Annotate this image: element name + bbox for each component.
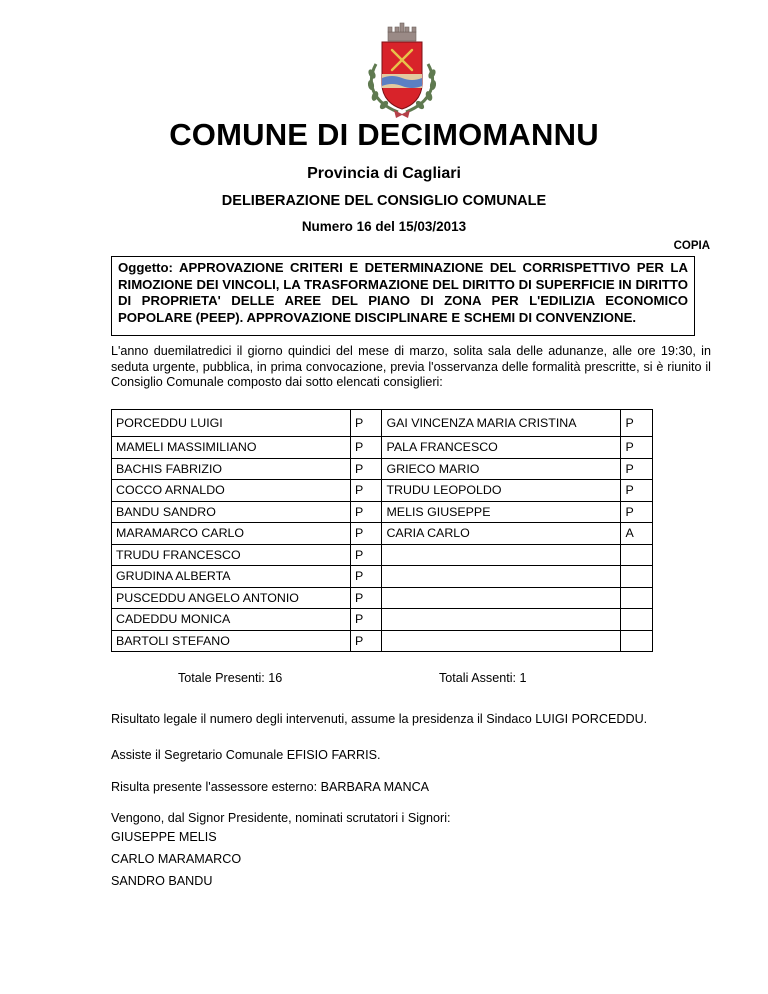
- province-label: Provincia di Cagliari: [307, 165, 461, 182]
- councillor-name: CARIA CARLO: [382, 523, 621, 545]
- table-row: [112, 480, 653, 502]
- attendance-status: P: [621, 501, 653, 523]
- attendance-status: P: [350, 501, 382, 523]
- total-absent: Totali Assenti: 1: [439, 671, 527, 685]
- copy-label: COPIA: [673, 240, 710, 252]
- table-row: [112, 437, 653, 459]
- councillor-name: GRUDINA ALBERTA: [112, 566, 351, 588]
- scrutineers-intro: Vengono, dal Signor Presidente, nominati scrutatori i Signori:: [111, 811, 451, 825]
- councillor-name: GRIECO MARIO: [382, 458, 621, 480]
- councillor-name: [382, 630, 621, 652]
- councillor-name: [382, 566, 621, 588]
- councillor-name: MELIS GIUSEPPE: [382, 501, 621, 523]
- attendance-status: P: [350, 630, 382, 652]
- councillor-name: GAI VINCENZA MARIA CRISTINA: [382, 410, 621, 437]
- scrutineer-name: CARLO MARAMARCO: [111, 852, 242, 866]
- attendance-status: [621, 587, 653, 609]
- deliberation-number: Numero 16 del 15/03/2013: [301, 219, 467, 234]
- table-row: [112, 501, 653, 523]
- attendance-status: [621, 609, 653, 631]
- councillor-name: CADEDDU MONICA: [112, 609, 351, 631]
- attendance-status: P: [350, 587, 382, 609]
- councillor-name: [382, 544, 621, 566]
- attendance-status: P: [621, 437, 653, 459]
- attendance-status: P: [621, 410, 653, 437]
- scrutineer-name: GIUSEPPE MELIS: [111, 830, 217, 844]
- attendance-status: P: [621, 458, 653, 480]
- document-type: DELIBERAZIONE DEL CONSIGLIO COMUNALE: [221, 193, 547, 209]
- table-row: [112, 609, 653, 631]
- councillor-name: COCCO ARNALDO: [112, 480, 351, 502]
- attendance-status: [621, 544, 653, 566]
- councillor-name: TRUDU FRANCESCO: [112, 544, 351, 566]
- councillor-name: MAMELI MASSIMILIANO: [112, 437, 351, 459]
- table-row: [112, 587, 653, 609]
- councillor-name: PUSCEDDU ANGELO ANTONIO: [112, 587, 351, 609]
- attendance-status: [621, 566, 653, 588]
- attendance-status: P: [621, 480, 653, 502]
- attendance-status: A: [621, 523, 653, 545]
- councillor-name: BANDU SANDRO: [112, 501, 351, 523]
- intro-paragraph: L'anno duemilatredici il giorno quindici del mese di marzo, solita sala delle adunanze, alle ore 19:30, in seduta urgente, pubblica, in prima convocazione, previa l'osservanza delle formalità prescritte, si è riunito il Consiglio Comunale composto dai sotto elencati consiglieri:: [111, 344, 711, 390]
- table-row: [112, 630, 653, 652]
- subject-box: Oggetto: APPROVAZIONE CRITERI E DETERMINAZIONE DEL CORRISPETTIVO PER LA RIMOZIONE DEI VINCOLI, LA TRASFORMAZIONE DEL DIRITTO DI SUPERFICIE IN DIRITTO DI PROPRIETA' DELLE AREE DEL PIANO DI ZONA PER L'EDILIZIA ECONOMICO POPOLARE (PEEP). APPROVAZIONE DISCIPLINARE E SCHEMI DI CONVENZIONE.: [111, 256, 695, 336]
- attendance-status: [621, 630, 653, 652]
- table-row: [112, 566, 653, 588]
- attendance-status: P: [350, 609, 382, 631]
- councillor-name: [382, 587, 621, 609]
- assessor-statement: Risulta presente l'assessore esterno: BARBARA MANCA: [111, 780, 430, 794]
- attendance-status: P: [350, 437, 382, 459]
- councillor-name: MARAMARCO CARLO: [112, 523, 351, 545]
- attendance-status: P: [350, 566, 382, 588]
- coat-of-arms-icon: [362, 22, 442, 120]
- scrutineer-name: SANDRO BANDU: [111, 874, 213, 888]
- councillor-name: BACHIS FABRIZIO: [112, 458, 351, 480]
- councillor-name: TRUDU LEOPOLDO: [382, 480, 621, 502]
- councillor-name: PORCEDDU LUIGI: [112, 410, 351, 437]
- table-row: [112, 410, 653, 437]
- attendance-status: P: [350, 480, 382, 502]
- presidency-statement: Risultato legale il numero degli intervenuti, assume la presidenza il Sindaco LUIGI PORCEDDU.: [111, 712, 648, 726]
- municipality-title: COMUNE DI DECIMOMANNU: [169, 117, 599, 152]
- attendance-table: [111, 409, 653, 652]
- councillor-name: [382, 609, 621, 631]
- total-present: Totale Presenti: 16: [178, 671, 283, 685]
- attendance-status: P: [350, 410, 382, 437]
- attendance-status: P: [350, 523, 382, 545]
- table-row: [112, 523, 653, 545]
- table-row: [112, 458, 653, 480]
- attendance-status: P: [350, 458, 382, 480]
- councillor-name: BARTOLI STEFANO: [112, 630, 351, 652]
- councillor-name: PALA FRANCESCO: [382, 437, 621, 459]
- table-row: [112, 544, 653, 566]
- attendance-status: P: [350, 544, 382, 566]
- secretary-statement: Assiste il Segretario Comunale EFISIO FARRIS.: [111, 748, 381, 762]
